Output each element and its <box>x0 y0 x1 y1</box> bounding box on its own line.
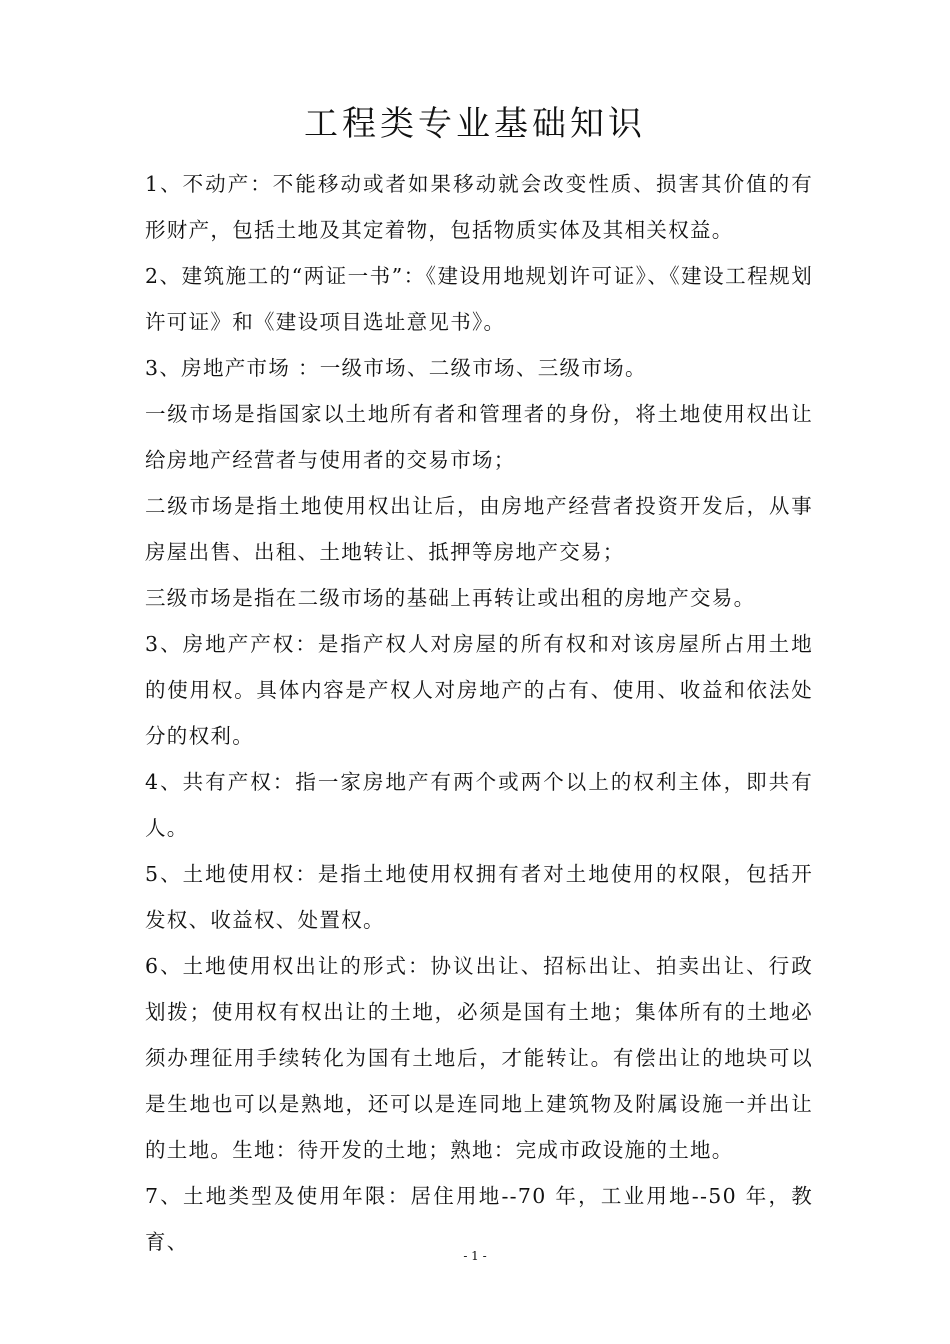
paragraph-land-transfer-forms: 6、土地使用权出让的形式：协议出让、招标出让、拍卖出让、行政划拨；使用权有权出让的土地，必须是国有土地；集体所有的土地必须办理征用手续转化为国有土地后，才能转让。有偿出让的地块可以是生地也可以是熟地，还可以是连同地上建筑物及附属设施一并出让的土地。生地：待开发的土地；熟地：完成市政设施的土地。 <box>145 954 813 1162</box>
paragraph-land-use-rights: 5、土地使用权：是指土地使用权拥有者对土地使用的权限，包括开发权、收益权、处置权。 <box>145 862 813 932</box>
document-title: 工程类专业基础知识 <box>304 104 646 144</box>
paragraph-tertiary-market: 三级市场是指在二级市场的基础上再转让或出租的房地产交易。 <box>145 586 756 610</box>
paragraph-land-types-terms: 7、土地类型及使用年限：居住用地--70 年，工业用地--50 年，教育、 <box>145 1184 813 1254</box>
paragraph-property-rights: 3、房地产产权：是指产权人对房屋的所有权和对该房屋所占用土地的使用权。具体内容是产权人对房地产的占有、使用、收益和依法处分的权利。 <box>145 632 813 748</box>
paragraph-primary-market: 一级市场是指国家以土地所有者和管理者的身份，将土地使用权出让给房地产经营者与使用者的交易市场； <box>145 402 813 472</box>
document-body <box>145 161 813 1265</box>
page-number: - 1 - <box>463 1249 487 1263</box>
paragraph-real-estate-market: 3、房地产市场 ：一级市场、二级市场、三级市场。 <box>145 356 647 380</box>
paragraph-co-ownership: 4、共有产权：指一家房地产有两个或两个以上的权利主体，即共有人。 <box>145 770 813 840</box>
paragraph-two-certificates-one-letter: 2、建筑施工的“两证一书”：《建设用地规划许可证》、《建设工程规划许可证》和《建设项目选址意见书》。 <box>145 264 813 334</box>
paragraph-secondary-market: 二级市场是指土地使用权出让后，由房地产经营者投资开发后，从事房屋出售、出租、土地转让、抵押等房地产交易； <box>145 494 813 564</box>
paragraph-real-estate-definition: 1、不动产：不能移动或者如果移动就会改变性质、损害其价值的有形财产，包括土地及其定着物，包括物质实体及其相关权益。 <box>145 172 813 242</box>
